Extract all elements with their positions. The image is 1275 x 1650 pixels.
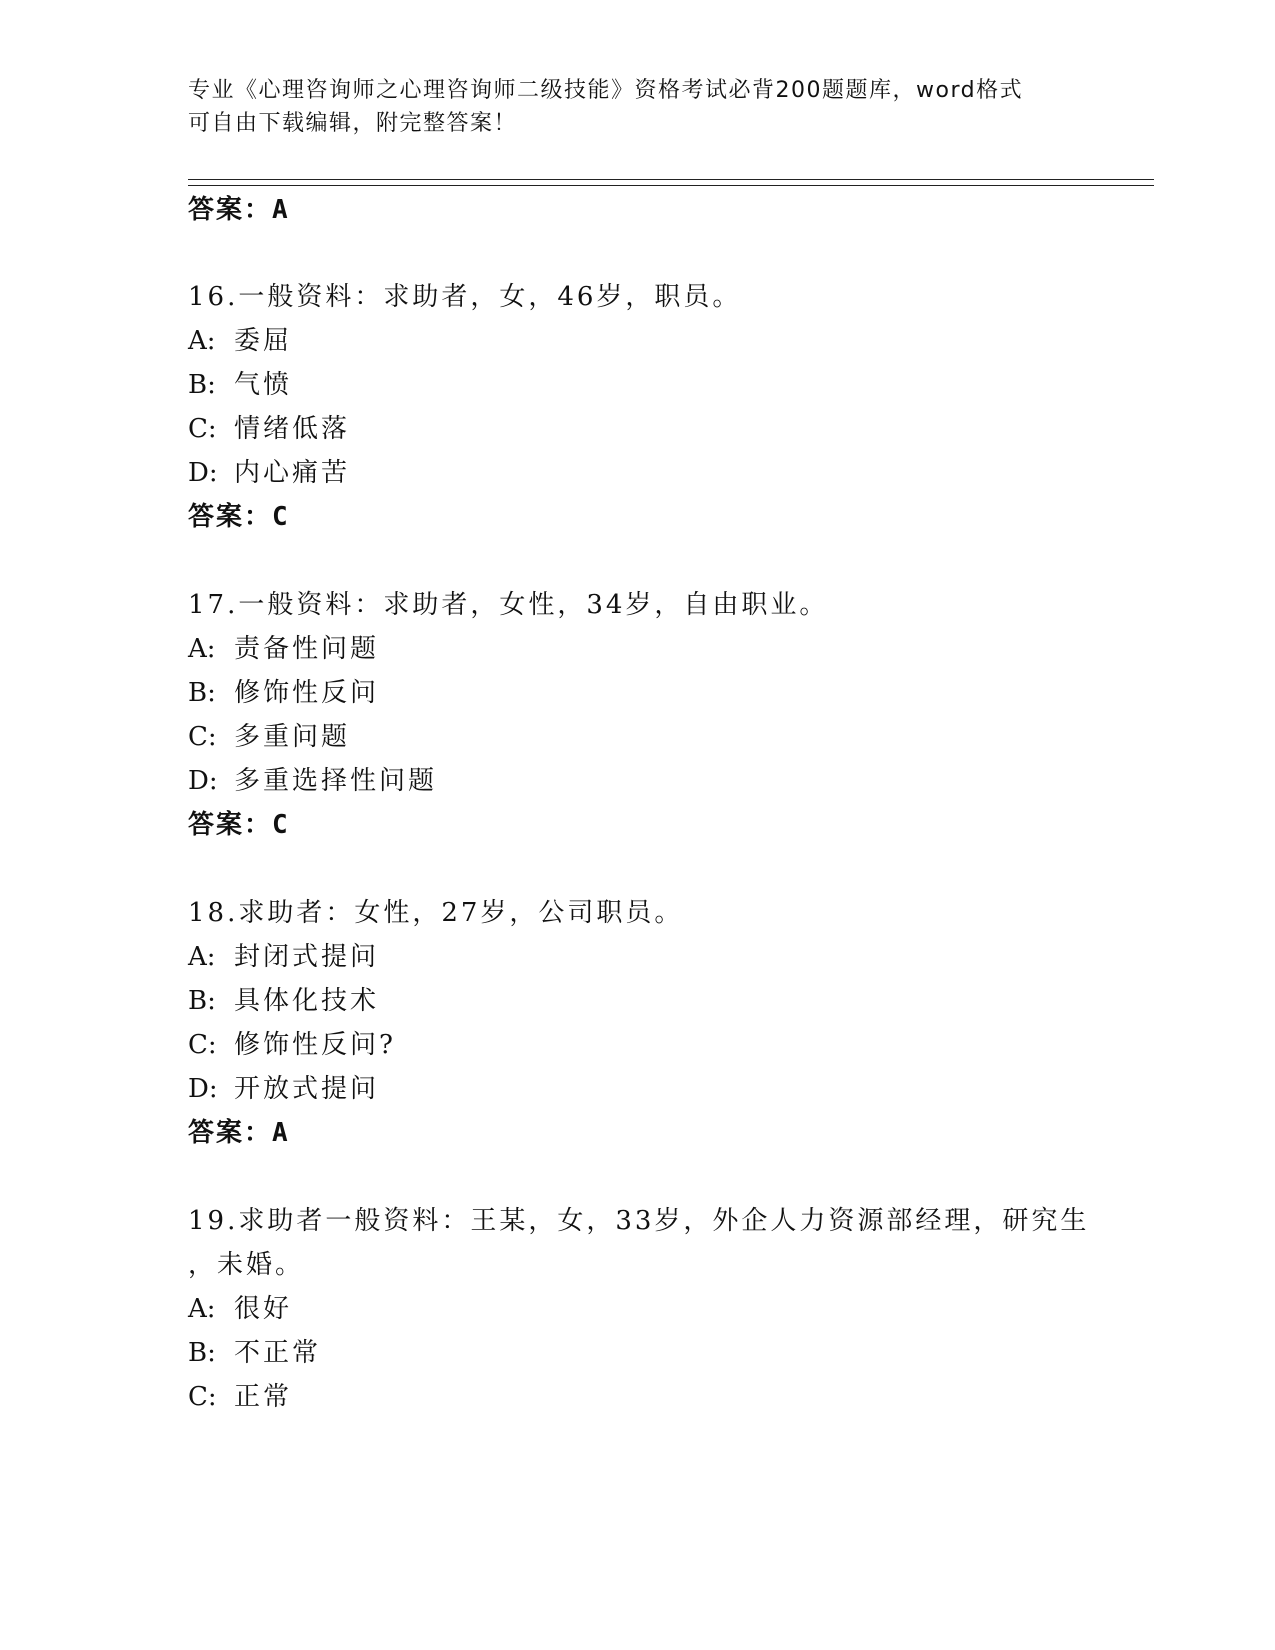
question-19-stem-line-2: ，未婚。: [188, 1250, 305, 1280]
option-key: D:: [188, 1074, 218, 1104]
question-16-stem: 16.一般资料：求助者，女，46岁，职员。: [188, 282, 742, 312]
option-text: 责备性问题: [234, 634, 380, 664]
question-19-stem-line-1: 19.求助者一般资料：王某，女，33岁，外企人力资源部经理，研究生: [188, 1206, 1090, 1236]
option-text: 多重选择性问题: [234, 766, 438, 796]
option-text: 情绪低落: [234, 414, 351, 444]
question-16-option-b: [188, 368, 292, 402]
option-key: D:: [188, 458, 218, 488]
option-text: 委屈: [234, 326, 293, 356]
option-text: 修饰性反问: [234, 678, 380, 708]
option-key: C:: [188, 722, 217, 752]
header-line-2: 可自由下载编辑，附完整答案！: [188, 111, 518, 136]
question-17-stem: 17.一般资料：求助者，女性，34岁，自由职业。: [188, 590, 829, 620]
option-key: A:: [188, 634, 216, 664]
option-text: 具体化技术: [234, 986, 380, 1016]
option-key: B:: [188, 370, 216, 400]
option-text: 正常: [234, 1382, 293, 1412]
question-17-option-a: [188, 632, 379, 666]
option-key: A:: [188, 326, 216, 356]
question-18-stem: 18.求助者：女性，27岁，公司职员。: [188, 898, 684, 928]
question-18-option-b: [188, 984, 379, 1018]
option-key: B:: [188, 678, 216, 708]
option-key: A:: [188, 1294, 216, 1324]
question-16-answer: 答案：C: [188, 502, 290, 532]
option-text: 很好: [234, 1294, 293, 1324]
question-19-option-a: [188, 1292, 292, 1326]
option-text: 封闭式提问: [234, 942, 380, 972]
option-key: C:: [188, 414, 217, 444]
question-17-option-d: [188, 764, 437, 798]
option-text: 内心痛苦: [234, 458, 351, 488]
option-text: 开放式提问: [234, 1074, 380, 1104]
question-17-answer: 答案：C: [188, 810, 290, 840]
question-18-option-a: [188, 940, 379, 974]
answer-line: 答案：A: [188, 195, 290, 225]
question-16-option-a: [188, 324, 292, 358]
question-18-option-c: [188, 1028, 396, 1062]
question-19-option-c: [188, 1380, 292, 1414]
option-key: A:: [188, 942, 216, 972]
option-text: 多重问题: [234, 722, 351, 752]
header-rule-top: [188, 179, 1154, 180]
option-key: D:: [188, 766, 218, 796]
option-text: 不正常: [234, 1338, 322, 1368]
question-17-option-b: [188, 676, 379, 710]
header-line-1: 专业《心理咨询师之心理咨询师二级技能》资格考试必背200题题库，word格式: [188, 78, 1024, 103]
option-key: C:: [188, 1030, 217, 1060]
question-18-answer: 答案：A: [188, 1118, 290, 1148]
document-header: [188, 74, 1088, 140]
option-text: 修饰性反问?: [234, 1030, 396, 1060]
question-16-option-d: [188, 456, 350, 490]
question-18-option-d: [188, 1072, 379, 1106]
option-key: B:: [188, 1338, 216, 1368]
option-key: B:: [188, 986, 216, 1016]
header-rule-bottom: [188, 185, 1154, 186]
question-19-option-b: [188, 1336, 321, 1370]
option-key: C:: [188, 1382, 217, 1412]
question-17-option-c: [188, 720, 350, 754]
question-16-option-c: [188, 412, 350, 446]
option-text: 气愤: [234, 370, 293, 400]
